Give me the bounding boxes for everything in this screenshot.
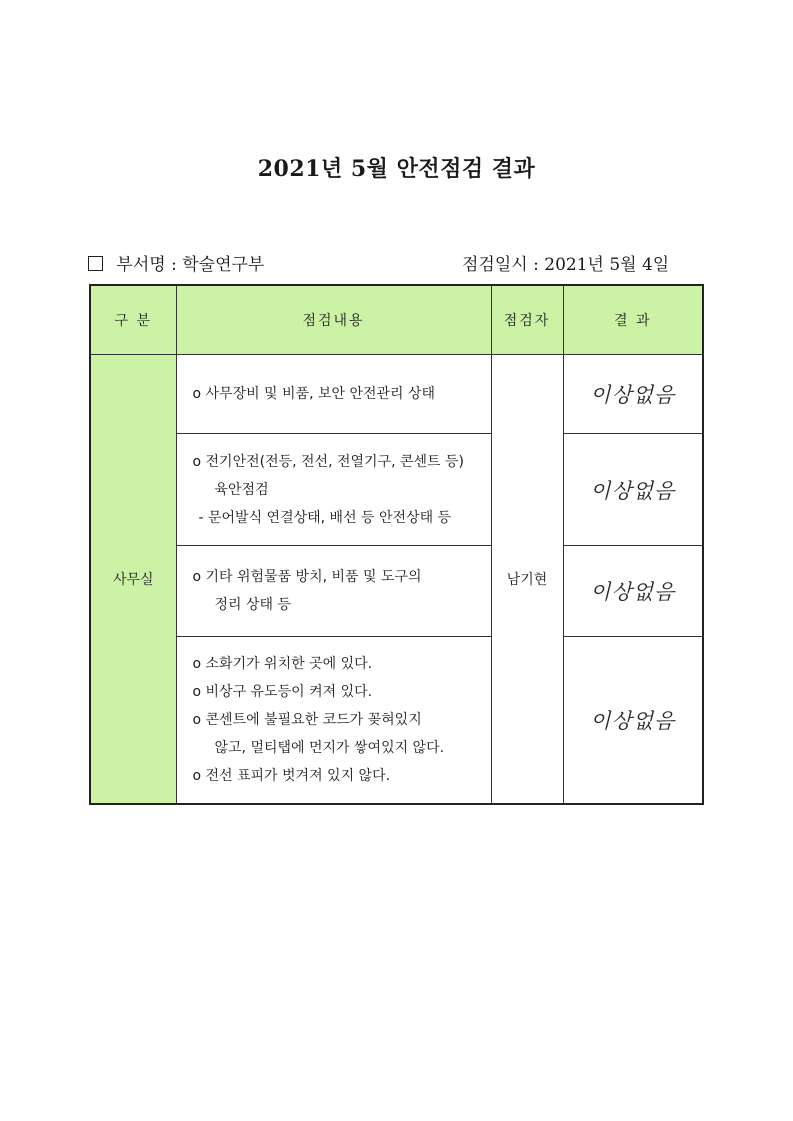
handwritten-result: 이상없음: [590, 708, 676, 733]
table-row: [90, 546, 703, 637]
result-cell: [563, 546, 703, 637]
table-row: [90, 355, 703, 434]
content-line: o 소화기가 위치한 곳에 있다.: [192, 655, 373, 672]
result-cell: [563, 434, 703, 546]
header-content: 점검내용: [176, 285, 491, 355]
handwritten-result: 이상없음: [590, 383, 676, 407]
header-result: 결 과: [563, 285, 703, 355]
content-line: - 문어발식 연결상태, 배선 등 안전상태 등: [198, 509, 452, 526]
content-line: o 비상구 유도등이 켜져 있다.: [192, 683, 373, 700]
content-line: o 기타 위험물품 방치, 비품 및 도구의: [192, 569, 422, 585]
content-line: o 사무장비 및 비품, 보안 안전관리 상태: [192, 386, 436, 402]
table-row: [90, 434, 703, 546]
content-cell: [176, 355, 491, 434]
content-line: o 콘센트에 불필요한 코드가 꽂혀있지: [192, 711, 422, 728]
page-title: 2021년 5월 안전점검 결과: [257, 156, 536, 182]
category-cell: 사무실: [90, 355, 176, 804]
header-inspector: 점검자: [491, 285, 563, 355]
content-line: 않고, 멀티탭에 먼지가 쌓여있지 않다.: [214, 739, 445, 756]
content-line: 정리 상태 등: [214, 597, 292, 613]
department-value: 학술연구부: [182, 255, 265, 275]
department-line: 부서명 : 학술연구부: [88, 250, 264, 275]
result-cell: [563, 637, 703, 804]
inspection-date-value: 2021년 5월 4일: [544, 255, 670, 275]
content-cell: [176, 546, 491, 637]
header-category: 구 분: [90, 285, 176, 355]
department-label: 부서명: [116, 255, 166, 275]
table-row: [90, 637, 703, 804]
content-cell: [176, 637, 491, 804]
handwritten-result: 이상없음: [590, 580, 676, 604]
inspection-date-line: 점검일시 : 2021년 5월 4일: [462, 255, 670, 275]
content-line: o 전선 표피가 벗겨져 있지 않다.: [192, 767, 391, 784]
inspector-cell: 남기현: [491, 355, 563, 804]
content-cell: [176, 434, 491, 546]
content-line: o 전기안전(전등, 전선, 전열기구, 콘센트 등): [192, 453, 464, 470]
content-line: 육안점검: [214, 481, 269, 498]
handwritten-result: 이상없음: [590, 478, 676, 503]
checkbox-icon: [88, 256, 103, 271]
result-cell: [563, 355, 703, 434]
inspection-table: [89, 284, 704, 805]
inspection-date-label: 점검일시: [462, 255, 528, 275]
